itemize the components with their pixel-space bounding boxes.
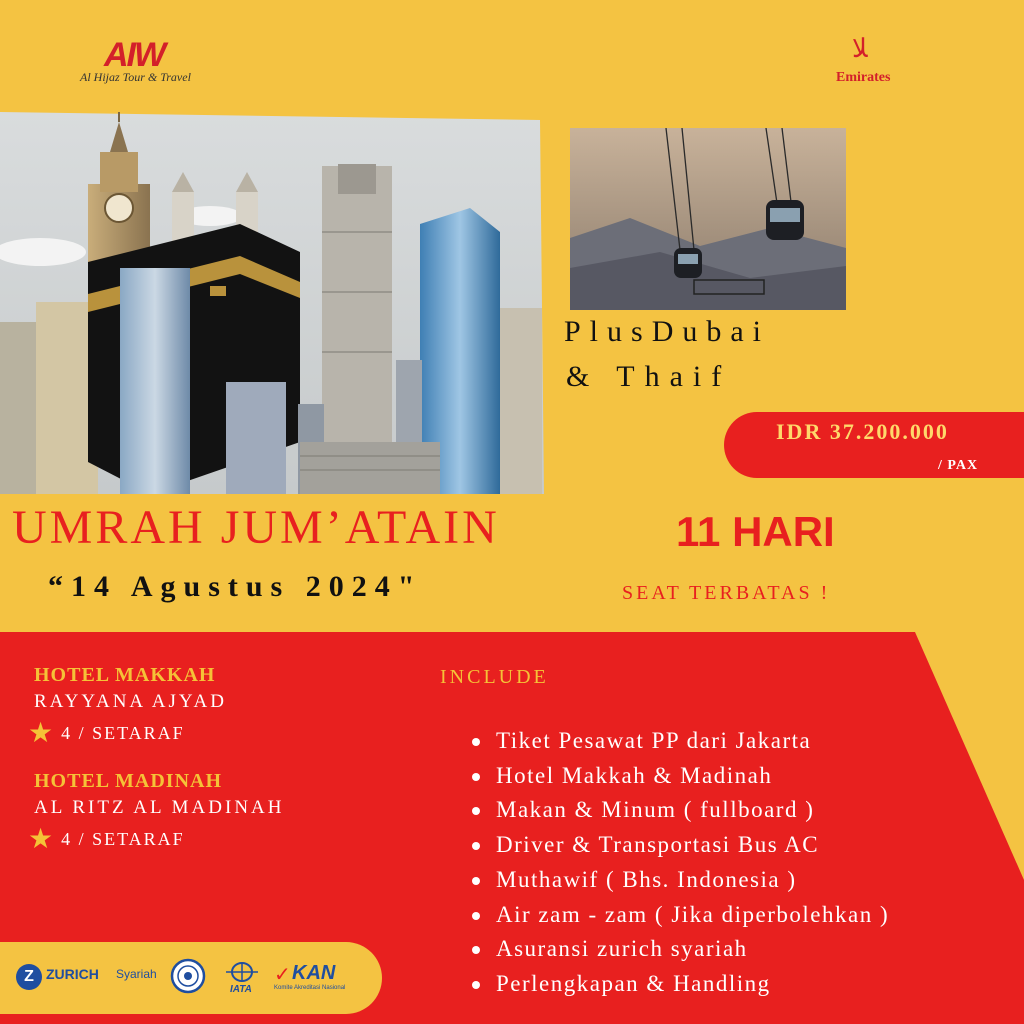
list-item: Muthawif ( Bhs. Indonesia ) [470,863,889,898]
extra-destination-line1: PlusDubai [564,315,771,348]
kan-subtitle: Komite Akreditasi Nasional [274,985,346,991]
star-icon: ★ [28,716,54,749]
star-icon: ★ [28,822,54,855]
include-list [470,724,889,1002]
package-title: UMRAH JUM’ATAIN [12,501,500,554]
thaif-cable-car-photo [570,128,846,310]
kan-name: KAN [292,962,336,984]
kan-check-icon: ✓ [274,962,291,986]
zurich-logo-icon: Z [16,964,42,990]
airline-name: Emirates [836,70,891,85]
list-item: Perlengkapan & Handling [470,967,889,1002]
list-item: Driver & Transportasi Bus AC [470,828,889,863]
asita-seal-icon [170,958,206,994]
hotel-makkah-name: RAYYANA AJYAD [34,691,227,712]
include-heading: INCLUDE [440,666,549,688]
package-duration: 11 HARI [676,508,835,555]
list-item: Air zam - zam ( Jika diperbolehkan ) [470,898,889,933]
hotel-makkah-rating-text: 4 / SETARAF [61,722,185,743]
extra-destination-line2: & Thaif [566,360,732,393]
price-amount: IDR 37.200.000 [776,419,949,444]
departure-date: “14 Agustus 2024" [48,570,423,603]
list-item: Makan & Minum ( fullboard ) [470,793,889,828]
hotel-madinah-rating-text: 4 / SETARAF [61,828,185,849]
hotel-makkah-rating [28,716,227,749]
emirates-logo-icon: ﻼ [852,34,868,64]
brand-logo-mark: AIW [104,36,165,74]
hotel-madinah-rating [28,822,285,855]
list-item: Asuransi zurich syariah [470,932,889,967]
hotel-makkah-label: HOTEL MAKKAH [34,664,216,686]
hotel-makkah-block [28,664,227,749]
seat-limited-notice: SEAT TERBATAS ! [622,582,831,604]
brand-name: Al Hijaz Tour & Travel [80,70,191,84]
hotel-madinah-block [28,770,285,855]
zurich-subtitle: Syariah [116,967,157,981]
makkah-city-photo [0,112,544,494]
zurich-name: ZURICH [46,966,99,982]
list-item: Hotel Makkah & Madinah [470,759,889,794]
price-unit: / PAX [938,458,979,473]
iata-name: IATA [230,984,252,995]
hotel-madinah-name: AL RITZ AL MADINAH [34,797,285,818]
hotel-madinah-label: HOTEL MADINAH [34,770,223,792]
list-item: Tiket Pesawat PP dari Jakarta [470,724,889,759]
